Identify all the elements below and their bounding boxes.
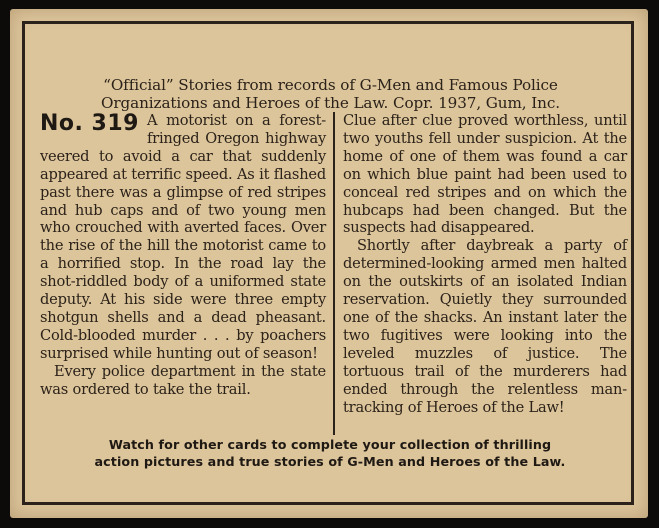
header-line-1: “Official” Stories from records of G-Men and Famous Police — [103, 76, 558, 94]
story-right-column — [343, 112, 627, 416]
card-number: No. 319 — [40, 111, 139, 136]
story-paragraph-2: Every police department in the state was ordered to take the trail. — [40, 362, 326, 398]
footer-line-1: Watch for other cards to complete your collection of thrilling — [108, 437, 552, 452]
story-paragraph-4: Shortly after daybreak a party of determined-looking armed men halted on the outskirts of an isolated Indian reservation. Quietly they surrounded one of the shacks. An instant later the two fugitives were looking into the leveled muzzles of justice. The tortuous trail of the murderers had ended through the relentless man-tracking of Heroes of the Law! — [343, 237, 627, 416]
story-left-column — [40, 112, 326, 399]
card-header — [38, 76, 623, 112]
header-line-2: Organizations and Heroes of the Law. Copr. 1937, Gum, Inc. — [101, 94, 560, 112]
column-divider — [333, 112, 335, 435]
card-footer — [30, 436, 630, 470]
story-paragraph-3: Clue after clue proved worthless, until two youths fell under suspicion. At the home of one of them was found a car on which blue paint had been used to conceal red stripes and on which the hubcaps had been changed. But the suspects had disappeared. — [343, 112, 627, 237]
story-paragraph-1: A motorist on a forest-fringed Oregon highway veered to avoid a car that suddenly appeared at terrific speed. As it flashed past there was a glimpse of red stripes and hub caps and of two young men who crouched with averted faces. Over the rise of the hill the motorist came to a horrified stop. In the road lay the shot-riddled body of a uniformed state deputy. At his side were three empty shotgun shells and a dead pheasant. Cold-blooded murder . . . by poachers surprised while hunting out of season! — [40, 112, 326, 362]
footer-line-2: action pictures and true stories of G-Men and Heroes of the Law. — [94, 454, 566, 469]
